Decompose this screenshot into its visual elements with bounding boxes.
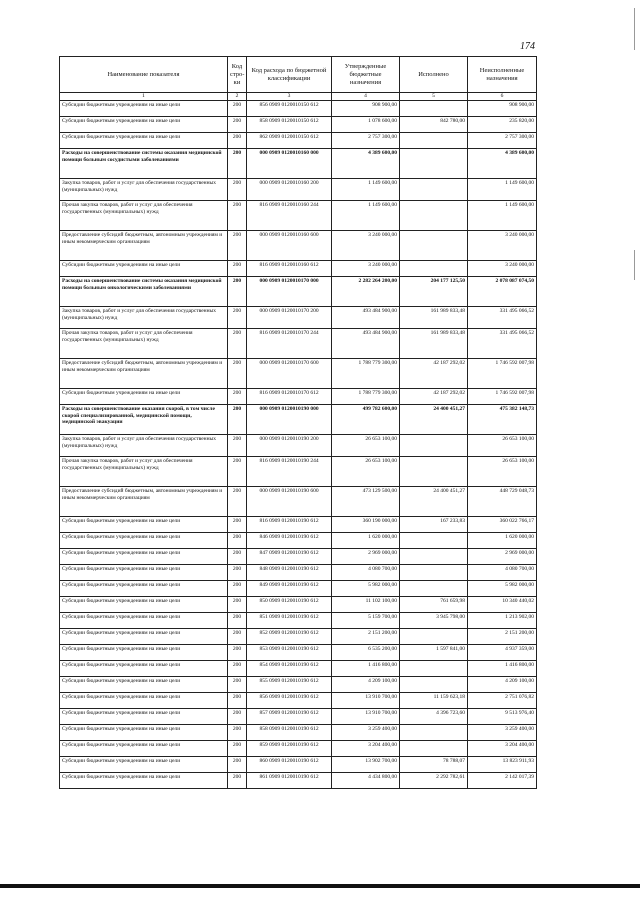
row-budget-code: 861 0909 0120010190 612	[247, 773, 332, 789]
row-approved: 1 788 779 300,00	[332, 359, 400, 389]
row-unexecuted: 1 746 592 007,98	[468, 359, 537, 389]
row-code: 200	[228, 581, 247, 597]
row-name: Субсидии бюджетным учреждениям на иные цели	[60, 133, 228, 149]
row-approved: 1 149 600,00	[332, 179, 400, 201]
row-approved: 26 653 100,00	[332, 457, 400, 487]
row-budget-code: 000 0909 0120010170 200	[247, 307, 332, 329]
row-code: 200	[228, 359, 247, 389]
row-code: 200	[228, 613, 247, 629]
row-budget-code: 816 0909 0120010170 612	[247, 389, 332, 405]
row-budget-code: 816 0909 0120010170 244	[247, 329, 332, 359]
row-executed	[400, 435, 468, 457]
row-code: 200	[228, 133, 247, 149]
table-row	[60, 359, 537, 389]
row-executed	[400, 149, 468, 179]
row-budget-code: 857 0909 0120010190 612	[247, 709, 332, 725]
row-code: 200	[228, 307, 247, 329]
row-name: Субсидии бюджетным учреждениям на иные цели	[60, 597, 228, 613]
row-executed: 161 989 833,48	[400, 329, 468, 359]
row-code: 200	[228, 487, 247, 517]
table-row	[60, 645, 537, 661]
row-code: 200	[228, 533, 247, 549]
row-code: 200	[228, 231, 247, 261]
row-budget-code: 851 0909 0120010190 612	[247, 613, 332, 629]
header-unexecuted: Неисполненные назначения	[468, 57, 537, 93]
table-row	[60, 741, 537, 757]
row-approved: 3 204 400,00	[332, 741, 400, 757]
table-row	[60, 261, 537, 277]
row-approved: 2 757 300,00	[332, 133, 400, 149]
table-row	[60, 117, 537, 133]
row-approved: 493 484 900,00	[332, 329, 400, 359]
row-code: 200	[228, 261, 247, 277]
header-code: Код стро-ки	[228, 57, 247, 93]
row-executed: 24 400 451,27	[400, 405, 468, 435]
row-unexecuted: 3 240 000,00	[468, 261, 537, 277]
row-name: Прочая закупка товаров, работ и услуг для обеспечения государственных (муниципальных) нужд	[60, 201, 228, 231]
row-approved: 2 969 000,00	[332, 549, 400, 565]
row-executed	[400, 677, 468, 693]
row-executed	[400, 741, 468, 757]
row-unexecuted: 2 969 000,00	[468, 549, 537, 565]
row-name: Субсидии бюджетным учреждениям на иные цели	[60, 693, 228, 709]
row-budget-code: 846 0909 0120010190 612	[247, 533, 332, 549]
row-executed: 78 788,07	[400, 757, 468, 773]
column-number: 5	[400, 93, 468, 101]
row-code: 200	[228, 629, 247, 645]
row-unexecuted: 5 982 000,00	[468, 581, 537, 597]
table-row	[60, 179, 537, 201]
header-name: Наименование показателя	[60, 57, 228, 93]
row-budget-code: 862 0909 0120010150 612	[247, 133, 332, 149]
row-name: Субсидии бюджетным учреждениям на иные цели	[60, 517, 228, 533]
scan-edge-line	[634, 8, 635, 50]
row-budget-code: 860 0909 0120010190 612	[247, 757, 332, 773]
row-budget-code: 000 0909 0120010160 600	[247, 231, 332, 261]
header-executed: Исполнено	[400, 57, 468, 93]
column-number: 6	[468, 93, 537, 101]
row-executed	[400, 261, 468, 277]
row-code: 200	[228, 435, 247, 457]
row-executed	[400, 549, 468, 565]
row-code: 200	[228, 597, 247, 613]
row-code: 200	[228, 277, 247, 307]
table-row	[60, 725, 537, 741]
budget-execution-table	[59, 56, 537, 789]
row-approved: 1 620 000,00	[332, 533, 400, 549]
row-approved: 1 788 779 300,00	[332, 389, 400, 405]
row-approved: 493 484 900,00	[332, 307, 400, 329]
row-executed	[400, 533, 468, 549]
row-code: 200	[228, 405, 247, 435]
row-unexecuted: 331 495 066,52	[468, 329, 537, 359]
row-budget-code: 000 0909 0120010170 600	[247, 359, 332, 389]
table-row	[60, 457, 537, 487]
row-approved: 4 209 100,00	[332, 677, 400, 693]
table-row	[60, 405, 537, 435]
column-number: 1	[60, 93, 228, 101]
row-approved: 2 282 264 200,00	[332, 277, 400, 307]
page-number: 174	[520, 41, 535, 52]
row-unexecuted: 1 620 000,00	[468, 533, 537, 549]
row-code: 200	[228, 773, 247, 789]
row-executed: 161 989 833,48	[400, 307, 468, 329]
row-executed: 204 177 125,50	[400, 277, 468, 307]
row-budget-code: 848 0909 0120010190 612	[247, 565, 332, 581]
row-executed	[400, 457, 468, 487]
column-number-row	[60, 93, 537, 101]
row-code: 200	[228, 517, 247, 533]
row-budget-code: 852 0909 0120010190 612	[247, 629, 332, 645]
table-row	[60, 307, 537, 329]
row-executed: 761 659,98	[400, 597, 468, 613]
row-code: 200	[228, 101, 247, 117]
row-unexecuted: 4 209 100,00	[468, 677, 537, 693]
row-budget-code: 849 0909 0120010190 612	[247, 581, 332, 597]
row-unexecuted: 3 240 000,00	[468, 231, 537, 261]
row-budget-code: 000 0909 0120010160 000	[247, 149, 332, 179]
table-row	[60, 487, 537, 517]
row-code: 200	[228, 661, 247, 677]
row-code: 200	[228, 725, 247, 741]
row-executed: 42 187 292,02	[400, 359, 468, 389]
row-approved: 4 389 600,00	[332, 149, 400, 179]
row-unexecuted: 908 900,00	[468, 101, 537, 117]
scan-edge-line	[634, 250, 635, 280]
row-name: Закупка товаров, работ и услуг для обеспечения государственных (муниципальных) нужд	[60, 435, 228, 457]
row-approved: 11 102 100,00	[332, 597, 400, 613]
row-executed	[400, 661, 468, 677]
row-executed: 2 292 782,61	[400, 773, 468, 789]
table-row	[60, 277, 537, 307]
row-unexecuted: 2 142 017,39	[468, 773, 537, 789]
row-executed	[400, 101, 468, 117]
row-code: 200	[228, 149, 247, 179]
row-budget-code: 816 0909 0120010160 244	[247, 201, 332, 231]
row-name: Закупка товаров, работ и услуг для обеспечения государственных (муниципальных) нужд	[60, 179, 228, 201]
row-name: Субсидии бюджетным учреждениям на иные цели	[60, 261, 228, 277]
row-code: 200	[228, 677, 247, 693]
column-number: 2	[228, 93, 247, 101]
table-row	[60, 201, 537, 231]
row-name: Субсидии бюджетным учреждениям на иные цели	[60, 741, 228, 757]
row-name: Субсидии бюджетным учреждениям на иные цели	[60, 101, 228, 117]
row-code: 200	[228, 645, 247, 661]
row-unexecuted: 13 823 911,93	[468, 757, 537, 773]
table-row	[60, 133, 537, 149]
row-executed	[400, 629, 468, 645]
row-executed: 167 233,83	[400, 517, 468, 533]
row-approved: 13 910 700,00	[332, 709, 400, 725]
row-executed	[400, 201, 468, 231]
row-code: 200	[228, 693, 247, 709]
row-unexecuted: 475 382 148,73	[468, 405, 537, 435]
row-name: Субсидии бюджетным учреждениям на иные цели	[60, 533, 228, 549]
row-name: Субсидии бюджетным учреждениям на иные цели	[60, 389, 228, 405]
table-row	[60, 231, 537, 261]
row-unexecuted: 3 204 400,00	[468, 741, 537, 757]
row-code: 200	[228, 179, 247, 201]
row-budget-code: 816 0909 0120010190 244	[247, 457, 332, 487]
row-unexecuted: 26 653 100,00	[468, 457, 537, 487]
row-budget-code: 859 0909 0120010190 612	[247, 741, 332, 757]
row-name: Предоставление субсидий бюджетным, автономным учреждениям и иным некоммерческим организациям	[60, 231, 228, 261]
table-row	[60, 757, 537, 773]
row-unexecuted: 1 746 592 007,98	[468, 389, 537, 405]
row-executed: 1 597 841,00	[400, 645, 468, 661]
row-code: 200	[228, 117, 247, 133]
table-row	[60, 613, 537, 629]
row-approved: 473 129 500,00	[332, 487, 400, 517]
table-row	[60, 693, 537, 709]
row-budget-code: 850 0909 0120010190 612	[247, 597, 332, 613]
table-row	[60, 149, 537, 179]
row-approved: 908 900,00	[332, 101, 400, 117]
row-code: 200	[228, 329, 247, 359]
row-unexecuted: 2 078 087 074,50	[468, 277, 537, 307]
row-name: Субсидии бюджетным учреждениям на иные цели	[60, 645, 228, 661]
row-budget-code: 853 0909 0120010190 612	[247, 645, 332, 661]
row-executed	[400, 179, 468, 201]
row-approved: 13 902 700,00	[332, 757, 400, 773]
row-budget-code: 856 0909 0120010190 612	[247, 693, 332, 709]
row-approved: 5 159 700,00	[332, 613, 400, 629]
row-name: Расходы на совершенствование оказания скорой, в том числе скорой специализированной, медицинской помощи, медицинской эвакуации	[60, 405, 228, 435]
row-approved: 3 240 000,00	[332, 231, 400, 261]
row-name: Субсидии бюджетным учреждениям на иные цели	[60, 757, 228, 773]
row-name: Субсидии бюджетным учреждениям на иные цели	[60, 725, 228, 741]
row-executed	[400, 133, 468, 149]
row-code: 200	[228, 741, 247, 757]
row-name: Прочая закупка товаров, работ и услуг для обеспечения государственных (муниципальных) нужд	[60, 457, 228, 487]
row-executed	[400, 565, 468, 581]
row-unexecuted: 1 149 600,00	[468, 179, 537, 201]
row-unexecuted: 2 751 076,82	[468, 693, 537, 709]
table-row	[60, 565, 537, 581]
row-executed: 3 945 798,00	[400, 613, 468, 629]
row-budget-code: 816 0909 0120010190 612	[247, 517, 332, 533]
row-executed	[400, 725, 468, 741]
row-name: Субсидии бюджетным учреждениям на иные цели	[60, 661, 228, 677]
row-unexecuted: 331 495 066,52	[468, 307, 537, 329]
row-executed: 24 400 451,27	[400, 487, 468, 517]
row-budget-code: 000 0909 0120010170 000	[247, 277, 332, 307]
table-row	[60, 435, 537, 457]
row-executed: 11 159 623,18	[400, 693, 468, 709]
row-executed	[400, 231, 468, 261]
row-approved: 3 240 000,00	[332, 261, 400, 277]
row-unexecuted: 10 340 440,02	[468, 597, 537, 613]
row-approved: 5 982 000,00	[332, 581, 400, 597]
row-unexecuted: 2 757 300,00	[468, 133, 537, 149]
row-name: Субсидии бюджетным учреждениям на иные цели	[60, 613, 228, 629]
table-row	[60, 661, 537, 677]
row-executed	[400, 581, 468, 597]
row-approved: 13 910 700,00	[332, 693, 400, 709]
header-budget-code: Код расхода по бюджетной классификации	[247, 57, 332, 93]
row-code: 200	[228, 549, 247, 565]
row-name: Субсидии бюджетным учреждениям на иные цели	[60, 629, 228, 645]
row-executed: 42 187 292,02	[400, 389, 468, 405]
row-unexecuted: 235 820,00	[468, 117, 537, 133]
table-row	[60, 549, 537, 565]
row-name: Субсидии бюджетным учреждениям на иные цели	[60, 565, 228, 581]
table-row	[60, 517, 537, 533]
table-row	[60, 101, 537, 117]
row-name: Расходы на совершенствование системы оказания медицинской помощи больным онкологическими заболеваниями	[60, 277, 228, 307]
row-approved: 4 080 700,00	[332, 565, 400, 581]
row-unexecuted: 2 151 200,00	[468, 629, 537, 645]
row-approved: 499 782 600,00	[332, 405, 400, 435]
row-budget-code: 000 0909 0120010190 200	[247, 435, 332, 457]
row-budget-code: 847 0909 0120010190 612	[247, 549, 332, 565]
row-name: Расходы на совершенствование системы оказания медицинской помощи больным сосудистыми заболеваниями	[60, 149, 228, 179]
row-budget-code: 000 0909 0120010160 200	[247, 179, 332, 201]
row-name: Закупка товаров, работ и услуг для обеспечения государственных (муниципальных) нужд	[60, 307, 228, 329]
row-unexecuted: 1 149 600,00	[468, 201, 537, 231]
row-name: Прочая закупка товаров, работ и услуг для обеспечения государственных (муниципальных) нужд	[60, 329, 228, 359]
row-name: Субсидии бюджетным учреждениям на иные цели	[60, 549, 228, 565]
table-row	[60, 533, 537, 549]
row-unexecuted: 4 389 600,00	[468, 149, 537, 179]
row-budget-code: 855 0909 0120010190 612	[247, 677, 332, 693]
table-row	[60, 597, 537, 613]
row-unexecuted: 9 513 976,40	[468, 709, 537, 725]
row-unexecuted: 4 080 700,00	[468, 565, 537, 581]
row-unexecuted: 1 416 800,00	[468, 661, 537, 677]
row-unexecuted: 26 653 100,00	[468, 435, 537, 457]
row-approved: 26 653 100,00	[332, 435, 400, 457]
row-unexecuted: 360 022 766,17	[468, 517, 537, 533]
row-code: 200	[228, 757, 247, 773]
row-executed: 842 780,00	[400, 117, 468, 133]
table-row	[60, 329, 537, 359]
row-executed: 4 396 723,60	[400, 709, 468, 725]
row-code: 200	[228, 709, 247, 725]
row-name: Субсидии бюджетным учреждениям на иные цели	[60, 677, 228, 693]
row-approved: 3 259 400,00	[332, 725, 400, 741]
row-approved: 1 149 600,00	[332, 201, 400, 231]
row-approved: 1 416 800,00	[332, 661, 400, 677]
row-approved: 4 434 800,00	[332, 773, 400, 789]
table-row	[60, 677, 537, 693]
column-number: 3	[247, 93, 332, 101]
row-code: 200	[228, 457, 247, 487]
row-budget-code: 816 0909 0120010160 612	[247, 261, 332, 277]
header-approved: Утвержденные бюджетные назначения	[332, 57, 400, 93]
row-name: Предоставление субсидий бюджетным, автономным учреждениям и иным некоммерческим организациям	[60, 487, 228, 517]
row-unexecuted: 1 213 902,00	[468, 613, 537, 629]
table-row	[60, 629, 537, 645]
table-row	[60, 389, 537, 405]
row-approved: 360 190 000,00	[332, 517, 400, 533]
column-number: 4	[332, 93, 400, 101]
row-code: 200	[228, 201, 247, 231]
row-name: Субсидии бюджетным учреждениям на иные цели	[60, 773, 228, 789]
row-budget-code: 000 0909 0120010190 000	[247, 405, 332, 435]
row-budget-code: 858 0909 0120010150 612	[247, 117, 332, 133]
table-body	[60, 101, 537, 789]
row-name: Предоставление субсидий бюджетным, автономным учреждениям и иным некоммерческим организациям	[60, 359, 228, 389]
row-name: Субсидии бюджетным учреждениям на иные цели	[60, 117, 228, 133]
row-budget-code: 856 0909 0120010150 612	[247, 101, 332, 117]
table-row	[60, 709, 537, 725]
row-budget-code: 000 0909 0120010190 600	[247, 487, 332, 517]
row-unexecuted: 4 937 359,00	[468, 645, 537, 661]
row-approved: 2 151 200,00	[332, 629, 400, 645]
row-unexecuted: 3 259 400,00	[468, 725, 537, 741]
table-header-row	[60, 57, 537, 93]
row-approved: 6 535 200,00	[332, 645, 400, 661]
table-row	[60, 581, 537, 597]
row-approved: 1 078 600,00	[332, 117, 400, 133]
row-name: Субсидии бюджетным учреждениям на иные цели	[60, 709, 228, 725]
row-unexecuted: 448 729 048,73	[468, 487, 537, 517]
row-code: 200	[228, 565, 247, 581]
row-name: Субсидии бюджетным учреждениям на иные цели	[60, 581, 228, 597]
row-budget-code: 858 0909 0120010190 612	[247, 725, 332, 741]
row-budget-code: 854 0909 0120010190 612	[247, 661, 332, 677]
row-code: 200	[228, 389, 247, 405]
table-row	[60, 773, 537, 789]
scan-bottom-bar	[0, 884, 640, 888]
